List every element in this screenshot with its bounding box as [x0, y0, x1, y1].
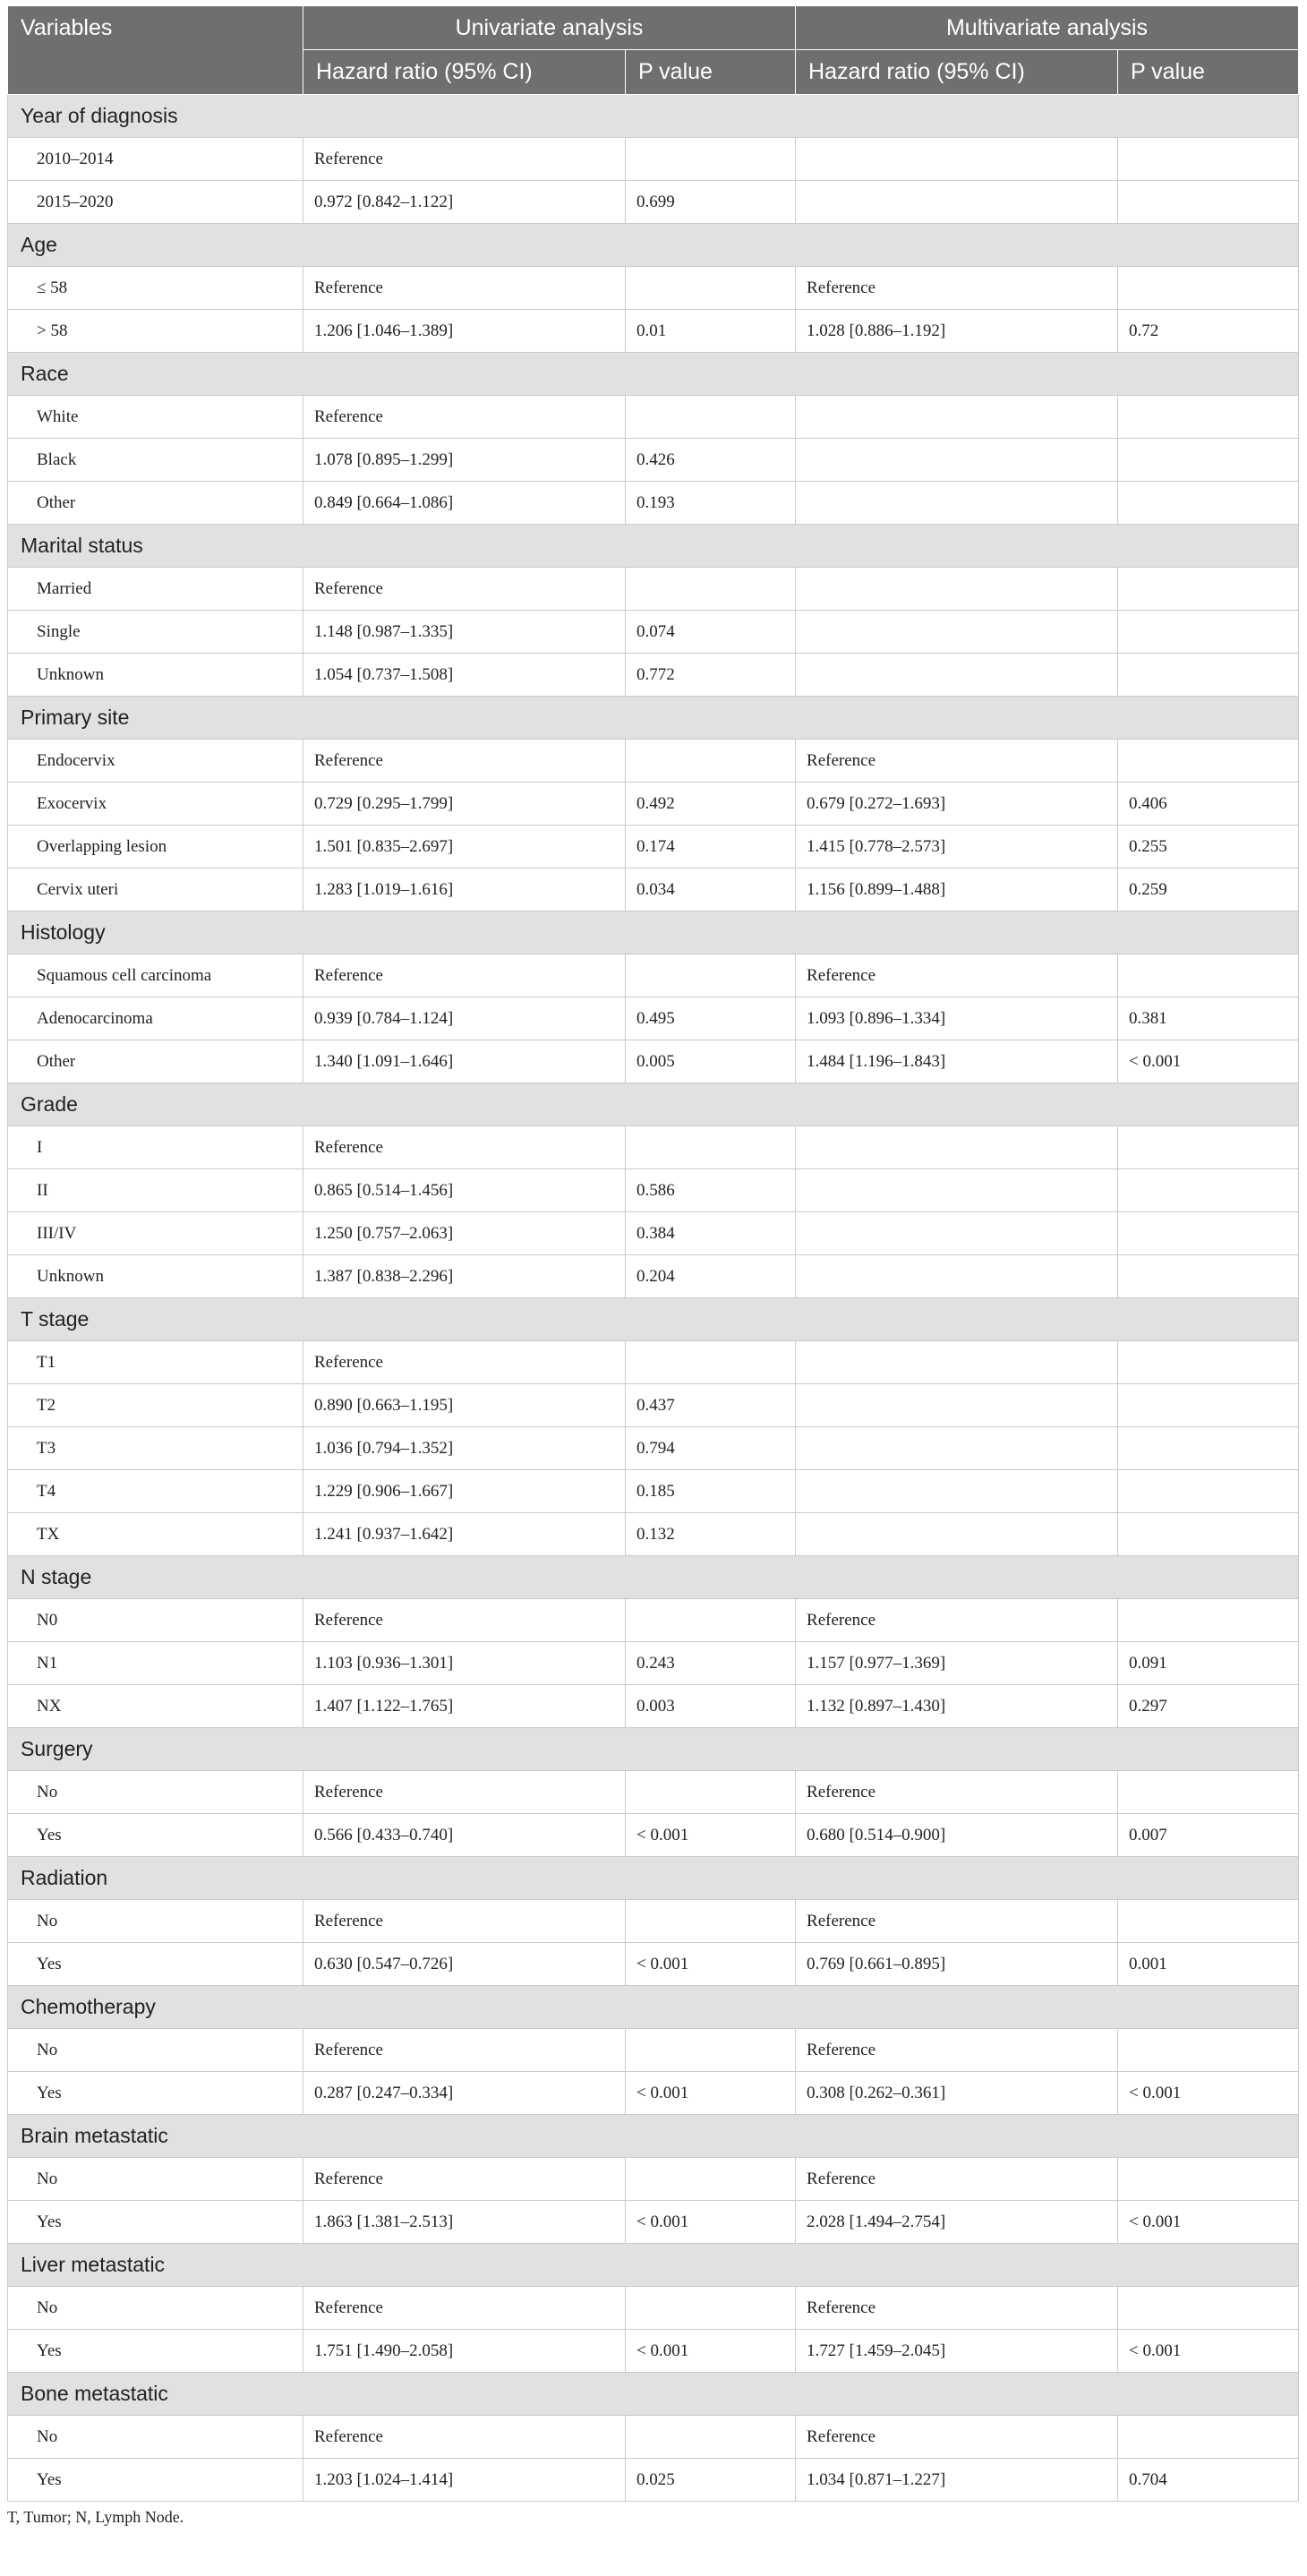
- header-univariate-hazard-ratio: Hazard ratio (95% CI): [303, 50, 626, 95]
- header-multivariate-hazard-ratio: Hazard ratio (95% CI): [796, 50, 1118, 95]
- univariate-hazard-ratio-cell: 1.078 [0.895–1.299]: [303, 439, 626, 482]
- multivariate-p-value-cell: [1118, 1255, 1299, 1298]
- multivariate-p-value-cell: < 0.001: [1118, 1040, 1299, 1083]
- univariate-p-value-cell: 0.204: [626, 1255, 796, 1298]
- table-row: [8, 1599, 1299, 1642]
- table-row: [8, 568, 1299, 611]
- section-title: Grade: [8, 1083, 1299, 1126]
- multivariate-hazard-ratio-cell: Reference: [796, 2416, 1118, 2459]
- univariate-p-value-cell: 0.01: [626, 310, 796, 353]
- table-row: [8, 439, 1299, 482]
- univariate-hazard-ratio-cell: 1.103 [0.936–1.301]: [303, 1642, 626, 1685]
- multivariate-hazard-ratio-cell: [796, 396, 1118, 439]
- row-label: Yes: [8, 1814, 303, 1857]
- multivariate-hazard-ratio-cell: [796, 568, 1118, 611]
- table-row: [8, 1900, 1299, 1943]
- row-label: TX: [8, 1513, 303, 1556]
- section-title: Brain metastatic: [8, 2115, 1299, 2158]
- table-row: [8, 654, 1299, 697]
- univariate-p-value-cell: 0.699: [626, 181, 796, 224]
- univariate-p-value-cell: 0.384: [626, 1212, 796, 1255]
- table-row: [8, 1255, 1299, 1298]
- univariate-p-value-cell: [626, 2416, 796, 2459]
- univariate-hazard-ratio-cell: 0.287 [0.247–0.334]: [303, 2072, 626, 2115]
- multivariate-p-value-cell: [1118, 1900, 1299, 1943]
- univariate-hazard-ratio-cell: 1.250 [0.757–2.063]: [303, 1212, 626, 1255]
- row-label: No: [8, 1900, 303, 1943]
- univariate-hazard-ratio-cell: Reference: [303, 2416, 626, 2459]
- table-row: [8, 181, 1299, 224]
- table-row: [8, 2416, 1299, 2459]
- univariate-p-value-cell: 0.005: [626, 1040, 796, 1083]
- row-label: White: [8, 396, 303, 439]
- multivariate-p-value-cell: [1118, 2416, 1299, 2459]
- univariate-p-value-cell: 0.132: [626, 1513, 796, 1556]
- univariate-p-value-cell: [626, 1771, 796, 1814]
- univariate-hazard-ratio-cell: 1.751 [1.490–2.058]: [303, 2330, 626, 2373]
- table-row: [8, 1384, 1299, 1427]
- univariate-p-value-cell: 0.174: [626, 826, 796, 869]
- table-row: [8, 2029, 1299, 2072]
- section-row: [8, 2115, 1299, 2158]
- univariate-p-value-cell: 0.794: [626, 1427, 796, 1470]
- row-label: Other: [8, 1040, 303, 1083]
- table-row: [8, 2201, 1299, 2244]
- table-row: [8, 954, 1299, 997]
- univariate-hazard-ratio-cell: 0.865 [0.514–1.456]: [303, 1169, 626, 1212]
- table-row: [8, 310, 1299, 353]
- multivariate-p-value-cell: < 0.001: [1118, 2072, 1299, 2115]
- univariate-p-value-cell: [626, 568, 796, 611]
- multivariate-hazard-ratio-cell: 1.415 [0.778–2.573]: [796, 826, 1118, 869]
- row-label: III/IV: [8, 1212, 303, 1255]
- multivariate-hazard-ratio-cell: [796, 439, 1118, 482]
- row-label: II: [8, 1169, 303, 1212]
- row-label: > 58: [8, 310, 303, 353]
- multivariate-hazard-ratio-cell: Reference: [796, 1771, 1118, 1814]
- row-label: T3: [8, 1427, 303, 1470]
- row-label: Yes: [8, 2072, 303, 2115]
- row-label: Yes: [8, 2459, 303, 2502]
- multivariate-hazard-ratio-cell: Reference: [796, 2029, 1118, 2072]
- univariate-hazard-ratio-cell: Reference: [303, 568, 626, 611]
- multivariate-p-value-cell: < 0.001: [1118, 2201, 1299, 2244]
- univariate-hazard-ratio-cell: Reference: [303, 1341, 626, 1384]
- table-row: [8, 138, 1299, 181]
- multivariate-p-value-cell: 0.704: [1118, 2459, 1299, 2502]
- section-title: Radiation: [8, 1857, 1299, 1900]
- table-row: [8, 2158, 1299, 2201]
- univariate-hazard-ratio-cell: Reference: [303, 2158, 626, 2201]
- table-row: [8, 2287, 1299, 2330]
- multivariate-hazard-ratio-cell: 1.157 [0.977–1.369]: [796, 1642, 1118, 1685]
- row-label: NX: [8, 1685, 303, 1728]
- multivariate-p-value-cell: [1118, 439, 1299, 482]
- multivariate-p-value-cell: [1118, 654, 1299, 697]
- univariate-p-value-cell: < 0.001: [626, 1943, 796, 1986]
- multivariate-p-value-cell: [1118, 954, 1299, 997]
- table-row: [8, 1212, 1299, 1255]
- row-label: No: [8, 2029, 303, 2072]
- table-row: [8, 1513, 1299, 1556]
- univariate-hazard-ratio-cell: 0.890 [0.663–1.195]: [303, 1384, 626, 1427]
- row-label: 2015–2020: [8, 181, 303, 224]
- multivariate-hazard-ratio-cell: [796, 482, 1118, 525]
- multivariate-p-value-cell: [1118, 1599, 1299, 1642]
- multivariate-hazard-ratio-cell: [796, 138, 1118, 181]
- univariate-hazard-ratio-cell: 0.630 [0.547–0.726]: [303, 1943, 626, 1986]
- multivariate-p-value-cell: 0.091: [1118, 1642, 1299, 1685]
- univariate-p-value-cell: [626, 1126, 796, 1169]
- row-label: N1: [8, 1642, 303, 1685]
- univariate-p-value-cell: [626, 1599, 796, 1642]
- table-row: [8, 740, 1299, 783]
- row-label: No: [8, 2416, 303, 2459]
- univariate-p-value-cell: 0.495: [626, 997, 796, 1040]
- table-row: [8, 1040, 1299, 1083]
- section-title: Liver metastatic: [8, 2244, 1299, 2287]
- row-label: ≤ 58: [8, 267, 303, 310]
- table-row: [8, 1943, 1299, 1986]
- multivariate-p-value-cell: [1118, 482, 1299, 525]
- univariate-hazard-ratio-cell: 0.729 [0.295–1.799]: [303, 783, 626, 826]
- table-row: [8, 1814, 1299, 1857]
- multivariate-p-value-cell: [1118, 396, 1299, 439]
- univariate-p-value-cell: [626, 1341, 796, 1384]
- table-row: [8, 396, 1299, 439]
- univariate-p-value-cell: 0.243: [626, 1642, 796, 1685]
- multivariate-hazard-ratio-cell: [796, 1427, 1118, 1470]
- multivariate-hazard-ratio-cell: [796, 1513, 1118, 1556]
- row-label: 2010–2014: [8, 138, 303, 181]
- univariate-hazard-ratio-cell: 1.283 [1.019–1.616]: [303, 869, 626, 911]
- row-label: T1: [8, 1341, 303, 1384]
- section-row: [8, 1986, 1299, 2029]
- header-univariate-p-value: P value: [626, 50, 796, 95]
- univariate-hazard-ratio-cell: 0.972 [0.842–1.122]: [303, 181, 626, 224]
- multivariate-hazard-ratio-cell: 1.028 [0.886–1.192]: [796, 310, 1118, 353]
- univariate-hazard-ratio-cell: 1.148 [0.987–1.335]: [303, 611, 626, 654]
- section-title: Primary site: [8, 697, 1299, 740]
- section-title: Bone metastatic: [8, 2373, 1299, 2416]
- table-row: [8, 1341, 1299, 1384]
- multivariate-p-value-cell: [1118, 2158, 1299, 2201]
- multivariate-p-value-cell: 0.007: [1118, 1814, 1299, 1857]
- section-title: N stage: [8, 1556, 1299, 1599]
- row-label: N0: [8, 1599, 303, 1642]
- section-row: [8, 95, 1299, 138]
- univariate-hazard-ratio-cell: Reference: [303, 396, 626, 439]
- multivariate-hazard-ratio-cell: 0.680 [0.514–0.900]: [796, 1814, 1118, 1857]
- univariate-hazard-ratio-cell: 1.501 [0.835–2.697]: [303, 826, 626, 869]
- section-title: Histology: [8, 911, 1299, 954]
- multivariate-p-value-cell: [1118, 1427, 1299, 1470]
- multivariate-hazard-ratio-cell: 2.028 [1.494–2.754]: [796, 2201, 1118, 2244]
- multivariate-hazard-ratio-cell: Reference: [796, 1900, 1118, 1943]
- row-label: Cervix uteri: [8, 869, 303, 911]
- multivariate-hazard-ratio-cell: [796, 1255, 1118, 1298]
- univariate-p-value-cell: [626, 2029, 796, 2072]
- multivariate-hazard-ratio-cell: [796, 1341, 1118, 1384]
- table-row: [8, 1126, 1299, 1169]
- multivariate-hazard-ratio-cell: Reference: [796, 1599, 1118, 1642]
- univariate-hazard-ratio-cell: Reference: [303, 740, 626, 783]
- multivariate-p-value-cell: [1118, 1470, 1299, 1513]
- univariate-hazard-ratio-cell: Reference: [303, 1771, 626, 1814]
- row-label: Yes: [8, 2201, 303, 2244]
- row-label: No: [8, 2158, 303, 2201]
- univariate-hazard-ratio-cell: 1.387 [0.838–2.296]: [303, 1255, 626, 1298]
- univariate-hazard-ratio-cell: 1.407 [1.122–1.765]: [303, 1685, 626, 1728]
- table-row: [8, 997, 1299, 1040]
- multivariate-p-value-cell: [1118, 1169, 1299, 1212]
- univariate-p-value-cell: [626, 740, 796, 783]
- section-title: Marital status: [8, 525, 1299, 568]
- section-row: [8, 353, 1299, 396]
- multivariate-p-value-cell: 0.259: [1118, 869, 1299, 911]
- multivariate-hazard-ratio-cell: 1.093 [0.896–1.334]: [796, 997, 1118, 1040]
- multivariate-p-value-cell: 0.297: [1118, 1685, 1299, 1728]
- univariate-hazard-ratio-cell: 0.849 [0.664–1.086]: [303, 482, 626, 525]
- univariate-hazard-ratio-cell: 1.229 [0.906–1.667]: [303, 1470, 626, 1513]
- univariate-p-value-cell: 0.193: [626, 482, 796, 525]
- multivariate-hazard-ratio-cell: 0.679 [0.272–1.693]: [796, 783, 1118, 826]
- multivariate-hazard-ratio-cell: Reference: [796, 740, 1118, 783]
- multivariate-p-value-cell: [1118, 1384, 1299, 1427]
- univariate-p-value-cell: [626, 2158, 796, 2201]
- header-row-top: [8, 6, 1299, 50]
- section-row: [8, 2373, 1299, 2416]
- table-row: [8, 1642, 1299, 1685]
- multivariate-hazard-ratio-cell: [796, 1212, 1118, 1255]
- section-row: [8, 697, 1299, 740]
- multivariate-hazard-ratio-cell: [796, 1470, 1118, 1513]
- multivariate-hazard-ratio-cell: [796, 1126, 1118, 1169]
- univariate-hazard-ratio-cell: 1.863 [1.381–2.513]: [303, 2201, 626, 2244]
- header-univariate: Univariate analysis: [303, 6, 796, 50]
- table-footnote: T, Tumor; N, Lymph Node.: [7, 2508, 184, 2526]
- univariate-hazard-ratio-cell: Reference: [303, 1126, 626, 1169]
- univariate-p-value-cell: 0.034: [626, 869, 796, 911]
- table-row: [8, 2459, 1299, 2502]
- multivariate-hazard-ratio-cell: Reference: [796, 2287, 1118, 2330]
- section-title: Year of diagnosis: [8, 95, 1299, 138]
- univariate-hazard-ratio-cell: Reference: [303, 2287, 626, 2330]
- multivariate-p-value-cell: 0.406: [1118, 783, 1299, 826]
- multivariate-p-value-cell: 0.001: [1118, 1943, 1299, 1986]
- multivariate-hazard-ratio-cell: Reference: [796, 267, 1118, 310]
- univariate-p-value-cell: [626, 954, 796, 997]
- multivariate-hazard-ratio-cell: [796, 611, 1118, 654]
- section-title: Surgery: [8, 1728, 1299, 1771]
- univariate-hazard-ratio-cell: 1.203 [1.024–1.414]: [303, 2459, 626, 2502]
- section-row: [8, 224, 1299, 267]
- table-row: [8, 611, 1299, 654]
- table-row: [8, 2072, 1299, 2115]
- univariate-p-value-cell: 0.025: [626, 2459, 796, 2502]
- multivariate-p-value-cell: [1118, 2029, 1299, 2072]
- header-multivariate-p-value: P value: [1118, 50, 1299, 95]
- row-label: Unknown: [8, 654, 303, 697]
- multivariate-p-value-cell: [1118, 740, 1299, 783]
- multivariate-hazard-ratio-cell: [796, 1384, 1118, 1427]
- table-row: [8, 1169, 1299, 1212]
- row-label: T2: [8, 1384, 303, 1427]
- multivariate-p-value-cell: [1118, 2287, 1299, 2330]
- multivariate-p-value-cell: [1118, 611, 1299, 654]
- table-body: [8, 95, 1299, 2502]
- row-label: Unknown: [8, 1255, 303, 1298]
- multivariate-hazard-ratio-cell: 1.727 [1.459–2.045]: [796, 2330, 1118, 2373]
- univariate-p-value-cell: 0.003: [626, 1685, 796, 1728]
- section-row: [8, 1728, 1299, 1771]
- multivariate-hazard-ratio-cell: Reference: [796, 954, 1118, 997]
- multivariate-p-value-cell: [1118, 1513, 1299, 1556]
- table-row: [8, 1470, 1299, 1513]
- table-row: [8, 1771, 1299, 1814]
- univariate-p-value-cell: < 0.001: [626, 2330, 796, 2373]
- univariate-p-value-cell: < 0.001: [626, 1814, 796, 1857]
- univariate-p-value-cell: [626, 138, 796, 181]
- multivariate-p-value-cell: 0.381: [1118, 997, 1299, 1040]
- table-container: [7, 5, 1298, 2527]
- multivariate-hazard-ratio-cell: 1.132 [0.897–1.430]: [796, 1685, 1118, 1728]
- multivariate-hazard-ratio-cell: [796, 1169, 1118, 1212]
- row-label: Single: [8, 611, 303, 654]
- multivariate-p-value-cell: [1118, 181, 1299, 224]
- multivariate-p-value-cell: [1118, 568, 1299, 611]
- univariate-p-value-cell: < 0.001: [626, 2201, 796, 2244]
- univariate-p-value-cell: 0.185: [626, 1470, 796, 1513]
- row-label: No: [8, 2287, 303, 2330]
- section-row: [8, 525, 1299, 568]
- univariate-p-value-cell: 0.426: [626, 439, 796, 482]
- univariate-p-value-cell: [626, 2287, 796, 2330]
- univariate-p-value-cell: < 0.001: [626, 2072, 796, 2115]
- table-header: [8, 6, 1299, 95]
- multivariate-hazard-ratio-cell: [796, 181, 1118, 224]
- multivariate-p-value-cell: [1118, 267, 1299, 310]
- multivariate-p-value-cell: 0.72: [1118, 310, 1299, 353]
- univariate-hazard-ratio-cell: Reference: [303, 1900, 626, 1943]
- univariate-hazard-ratio-cell: Reference: [303, 954, 626, 997]
- multivariate-p-value-cell: 0.255: [1118, 826, 1299, 869]
- table-row: [8, 783, 1299, 826]
- table-row: [8, 267, 1299, 310]
- univariate-hazard-ratio-cell: 1.241 [0.937–1.642]: [303, 1513, 626, 1556]
- row-label: Exocervix: [8, 783, 303, 826]
- multivariate-hazard-ratio-cell: 1.156 [0.899–1.488]: [796, 869, 1118, 911]
- row-label: Endocervix: [8, 740, 303, 783]
- univariate-hazard-ratio-cell: 0.939 [0.784–1.124]: [303, 997, 626, 1040]
- multivariate-p-value-cell: [1118, 138, 1299, 181]
- table-row: [8, 1685, 1299, 1728]
- row-label: T4: [8, 1470, 303, 1513]
- univariate-hazard-ratio-cell: Reference: [303, 267, 626, 310]
- univariate-p-value-cell: 0.772: [626, 654, 796, 697]
- row-label: Black: [8, 439, 303, 482]
- multivariate-p-value-cell: < 0.001: [1118, 2330, 1299, 2373]
- multivariate-hazard-ratio-cell: 1.484 [1.196–1.843]: [796, 1040, 1118, 1083]
- multivariate-p-value-cell: [1118, 1212, 1299, 1255]
- section-row: [8, 1556, 1299, 1599]
- univariate-hazard-ratio-cell: 1.206 [1.046–1.389]: [303, 310, 626, 353]
- row-label: No: [8, 1771, 303, 1814]
- univariate-hazard-ratio-cell: Reference: [303, 2029, 626, 2072]
- univariate-hazard-ratio-cell: 1.054 [0.737–1.508]: [303, 654, 626, 697]
- section-row: [8, 911, 1299, 954]
- multivariate-hazard-ratio-cell: Reference: [796, 2158, 1118, 2201]
- table-row: [8, 826, 1299, 869]
- section-row: [8, 1298, 1299, 1341]
- multivariate-p-value-cell: [1118, 1771, 1299, 1814]
- univariate-p-value-cell: [626, 1900, 796, 1943]
- table-row: [8, 869, 1299, 911]
- row-label: Other: [8, 482, 303, 525]
- univariate-hazard-ratio-cell: 1.340 [1.091–1.646]: [303, 1040, 626, 1083]
- univariate-p-value-cell: 0.492: [626, 783, 796, 826]
- row-label: Yes: [8, 2330, 303, 2373]
- table-row: [8, 2330, 1299, 2373]
- multivariate-p-value-cell: [1118, 1126, 1299, 1169]
- section-title: Chemotherapy: [8, 1986, 1299, 2029]
- row-label: Overlapping lesion: [8, 826, 303, 869]
- univariate-hazard-ratio-cell: Reference: [303, 138, 626, 181]
- univariate-p-value-cell: [626, 267, 796, 310]
- univariate-p-value-cell: 0.074: [626, 611, 796, 654]
- table-row: [8, 1427, 1299, 1470]
- multivariate-hazard-ratio-cell: 0.769 [0.661–0.895]: [796, 1943, 1118, 1986]
- section-title: T stage: [8, 1298, 1299, 1341]
- row-label: I: [8, 1126, 303, 1169]
- univariate-p-value-cell: 0.586: [626, 1169, 796, 1212]
- univariate-hazard-ratio-cell: 1.036 [0.794–1.352]: [303, 1427, 626, 1470]
- section-title: Age: [8, 224, 1299, 267]
- cox-regression-table: [7, 5, 1299, 2502]
- row-label: Adenocarcinoma: [8, 997, 303, 1040]
- multivariate-hazard-ratio-cell: 0.308 [0.262–0.361]: [796, 2072, 1118, 2115]
- row-label: Squamous cell carcinoma: [8, 954, 303, 997]
- section-row: [8, 1857, 1299, 1900]
- section-row: [8, 1083, 1299, 1126]
- multivariate-hazard-ratio-cell: [796, 654, 1118, 697]
- multivariate-hazard-ratio-cell: 1.034 [0.871–1.227]: [796, 2459, 1118, 2502]
- univariate-hazard-ratio-cell: 0.566 [0.433–0.740]: [303, 1814, 626, 1857]
- section-row: [8, 2244, 1299, 2287]
- header-variables: Variables: [8, 6, 303, 95]
- row-label: Married: [8, 568, 303, 611]
- header-multivariate: Multivariate analysis: [796, 6, 1299, 50]
- multivariate-p-value-cell: [1118, 1341, 1299, 1384]
- univariate-hazard-ratio-cell: Reference: [303, 1599, 626, 1642]
- row-label: Yes: [8, 1943, 303, 1986]
- table-row: [8, 482, 1299, 525]
- univariate-p-value-cell: 0.437: [626, 1384, 796, 1427]
- univariate-p-value-cell: [626, 396, 796, 439]
- section-title: Race: [8, 353, 1299, 396]
